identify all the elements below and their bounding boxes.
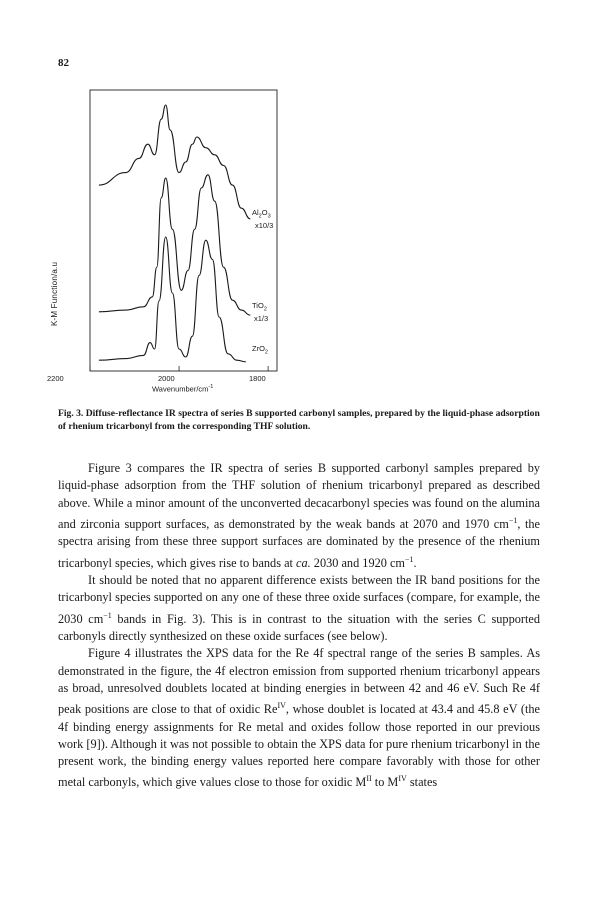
body-text: [58, 460, 540, 792]
paragraph-3: Figure 4 illustrates the XPS data for the Re 4f spectral range of the series B samples. As demonstrated in the figure, the 4f electron emission from supported rhenium tricarbonyl appears as broad, unresolved doublets located at binding energies in between 42 and 46 eV. Such Re 4f peak positions are close to that of oxidic $Re^{IV}$, whose doublet is located at 43.4 and 45.8 eV (the 4f binding energy assignments for Re metal and oxides follow those reported in our previous work [9]). Although it was not possible to obtain the XPS data for pure rhenium tricarbonyl in the present work, the binding energy values reported here compare favorably with those for other metal carbonyls, which give values close to those for oxidic $M^{II}$ to $M^{IV}$ states: [58, 646, 540, 790]
spectra-traces: [99, 105, 250, 362]
ir-spectra-chart: [44, 88, 344, 408]
ir-spectra-figure: [44, 88, 344, 408]
figure-caption: Fig. 3. Diffuse-reflectance IR spectra of series B supported carbonyl samples, prepared by the liquid-phase adsorption of rhenium tricarbonyl from the corresponding THF solution.: [58, 408, 540, 432]
trace-tio2: [99, 175, 250, 315]
trace-scale-al2o3: x10/3: [255, 221, 274, 230]
plot-frame: [90, 90, 277, 371]
x-axis-label: Wavenumber/$cm^{-1}$: [152, 384, 214, 394]
x-ticks: [90, 366, 268, 371]
x-tick-label-1800: 1800: [249, 374, 266, 383]
trace-scale-tio2: x1/3: [254, 314, 269, 323]
trace-label-tio2: TiO$_2$: [252, 301, 267, 313]
y-axis-label: K-M Function/a.u: [50, 261, 59, 326]
trace-zro2: [99, 237, 246, 362]
trace-label-al2o3: $Al_2O_3$: [252, 208, 271, 220]
paragraph-2: It should be noted that no apparent difference exists between the IR band positions for the tricarbonyl species supported on any one of these three oxide surfaces (compare, for example, the 2030 $cm^{-1}$ bands in Fig. 3). This is in contrast to the situation with the series C supported carbonyls directly synthesized on these oxide surfaces (see below).: [58, 572, 540, 643]
trace-al2o3: [99, 105, 250, 219]
page-number: 82: [58, 57, 69, 69]
paragraph-1: Figure 3 compares the IR spectra of series B supported carbonyl samples prepared by liquid-phase adsorption from the THF solution of rhenium tricarbonyl prepared as described above. While a minor amount of the unconverted decacarbonyl species was found on the alumina and zirconia support surfaces, as demonstrated by the weak bands at 2070 and 1970 $cm^{-1}$, the spectra arising from these three support surfaces are dominated by the presence of the rhenium tricarbonyl species, which gives rise to bands at ca. 2030 and 1920 $cm^{-1}$.: [58, 461, 540, 570]
x-tick-label-2200: 2200: [47, 374, 64, 383]
x-tick-label-2000: 2000: [158, 374, 175, 383]
trace-label-zro2: ZrO$_2$: [252, 344, 268, 356]
